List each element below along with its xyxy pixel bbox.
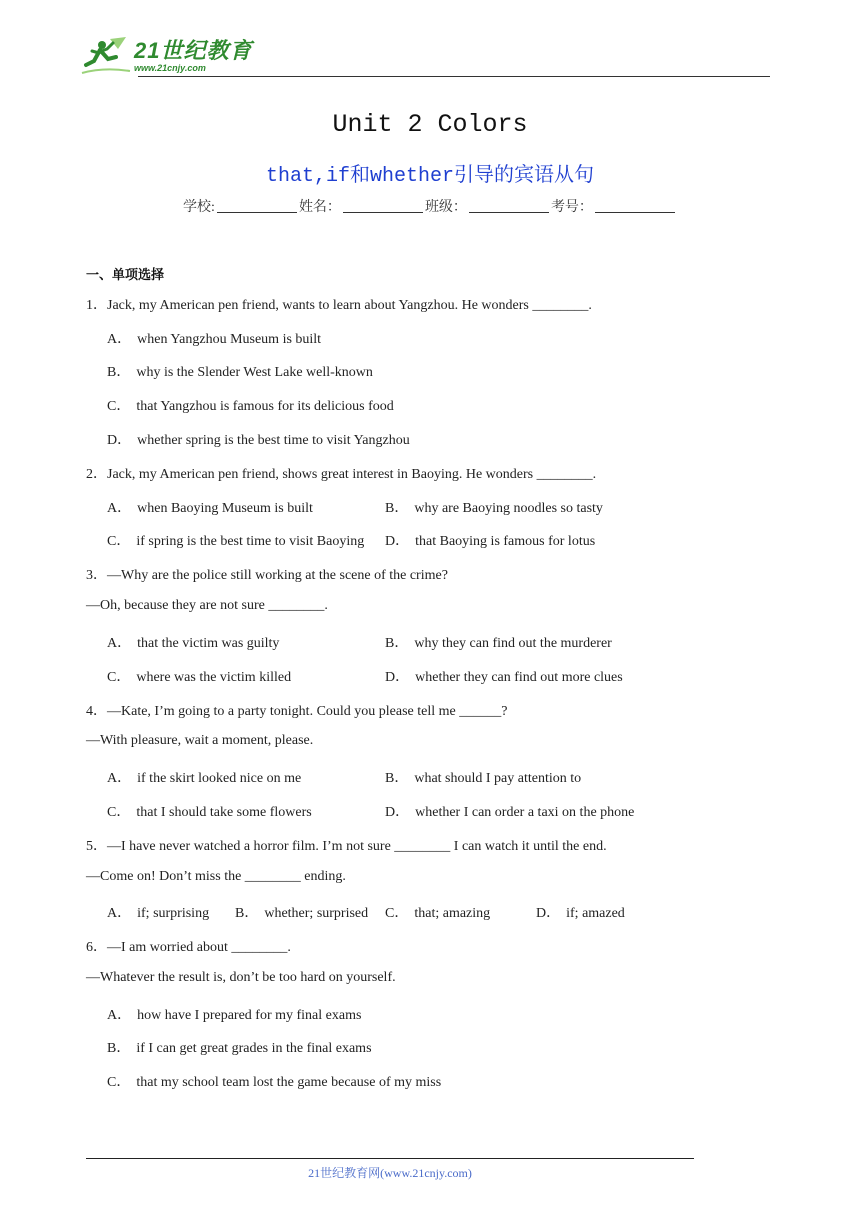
option-text: that Baoying is famous for lotus [415,534,596,549]
section-title: 一、单项选择 [86,268,165,283]
option-text: that my school team lost the game because of my miss [136,1075,442,1090]
option-label: A． [107,906,132,921]
option-text: what should I pay attention to [414,771,582,786]
question-5-response: —Come on! Don’t miss the ________ ending. [86,869,346,884]
footer-divider [86,1158,694,1159]
option-text: whether I can order a taxi on the phone [415,805,635,820]
question-1-option-d[interactable] [107,429,410,449]
question-5-option-d[interactable] [536,902,625,922]
question-1-option-a[interactable] [107,328,321,348]
option-label: B． [235,906,259,921]
question-3-option-a[interactable] [107,632,279,652]
question-4-option-d[interactable] [385,801,634,821]
page-title: Unit 2 Colors [332,110,528,139]
option-label: C． [107,805,131,820]
question-6-option-a[interactable] [107,1004,361,1024]
option-text: that the victim was guilty [137,636,280,651]
option-text: whether spring is the best time to visit Yangzhou [137,433,410,448]
option-label: A． [107,501,132,516]
option-label: B． [107,365,131,380]
option-text: how have I prepared for my final exams [137,1008,362,1023]
option-text: why they can find out the murderer [414,636,612,651]
option-label: D． [107,433,132,448]
question-1-option-c[interactable] [107,395,394,415]
option-label: D． [385,670,410,685]
option-text: if; amazed [566,906,625,921]
question-3-stem: 3．—Why are the police still working at the scene of the crime? [86,568,448,583]
option-label: D． [385,805,410,820]
class-blank[interactable] [469,198,549,213]
class-label: 班级： [424,200,467,215]
question-5-option-b[interactable] [235,902,368,922]
option-label: B． [385,771,409,786]
option-label: A． [107,771,132,786]
option-text: that; amazing [414,906,491,921]
option-text: when Yangzhou Museum is built [137,332,322,347]
name-label: 姓名： [298,200,341,215]
option-text: that I should take some flowers [136,805,312,820]
question-6-option-c[interactable] [107,1071,441,1091]
question-1-option-b[interactable] [107,361,373,381]
question-4-option-a[interactable] [107,767,301,787]
question-3-option-d[interactable] [385,666,623,686]
question-2-option-b[interactable] [385,497,603,517]
school-blank[interactable] [217,198,297,213]
brand-logo [80,34,252,78]
question-3-response: —Oh, because they are not sure ________. [86,598,328,613]
option-label: C． [385,906,409,921]
question-3-option-b[interactable] [385,632,612,652]
question-1-stem: 1．Jack, my American pen friend, wants to learn about Yangzhou. He wonders ________. [86,298,592,313]
exam-no-label: 考号： [550,200,593,215]
question-4-stem: 4．—Kate, I’m going to a party tonight. Could you please tell me ______? [86,704,508,719]
logo-url: www.21cnjy.com [134,62,206,73]
option-label: D． [385,534,410,549]
option-label: B． [385,501,409,516]
logo-wordmark: 21世纪教育 [134,37,253,63]
page-footer: 21世纪教育网(www.21cnjy.com) [308,1166,472,1180]
option-text: if I can get great grades in the final exams [136,1041,372,1056]
option-label: D． [536,906,561,921]
running-man-icon [80,35,132,77]
question-6-option-b[interactable] [107,1037,372,1057]
question-4-response: —With pleasure, wait a moment, please. [86,733,314,748]
question-2-option-a[interactable] [107,497,313,517]
option-text: if; surprising [137,906,210,921]
question-4-option-c[interactable] [107,801,312,821]
option-text: whether they can find out more clues [415,670,623,685]
question-4-option-b[interactable] [385,767,581,787]
option-label: C． [107,399,131,414]
option-label: A． [107,636,132,651]
option-text: whether; surprised [264,906,369,921]
option-text: where was the victim killed [136,670,292,685]
question-6-response: —Whatever the result is, don’t be too hard on yourself. [86,970,396,985]
name-blank[interactable] [343,198,423,213]
question-2-stem: 2．Jack, my American pen friend, shows great interest in Baoying. He wonders ________. [86,467,597,482]
option-text: when Baoying Museum is built [137,501,313,516]
question-2-option-d[interactable] [385,530,595,550]
option-label: C． [107,1075,131,1090]
option-text: why are Baoying noodles so tasty [414,501,603,516]
page-subtitle: that,if和whether引导的宾语从句 [265,165,595,188]
option-label: C． [107,534,131,549]
option-label: B． [107,1041,131,1056]
option-label: C． [107,670,131,685]
question-5-stem: 5．—I have never watched a horror film. I’m not sure ________ I can watch it until the end. [86,839,607,854]
page-header [80,34,770,80]
option-label: A． [107,1008,132,1023]
option-text: why is the Slender West Lake well-known [136,365,373,380]
header-divider [138,76,770,77]
option-label: A． [107,332,132,347]
question-5-option-c[interactable] [385,902,490,922]
option-text: if the skirt looked nice on me [137,771,302,786]
option-text: if spring is the best time to visit Baoying [136,534,365,549]
student-info-line [0,196,860,216]
option-text: that Yangzhou is famous for its delicious food [136,399,394,414]
question-2-option-c[interactable] [107,530,364,550]
question-3-option-c[interactable] [107,666,291,686]
option-label: B． [385,636,409,651]
school-label: 学校: [183,200,215,215]
question-6-stem: 6．—I am worried about ________. [86,940,291,955]
exam-no-blank[interactable] [595,198,675,213]
question-5-option-a[interactable] [107,902,209,922]
